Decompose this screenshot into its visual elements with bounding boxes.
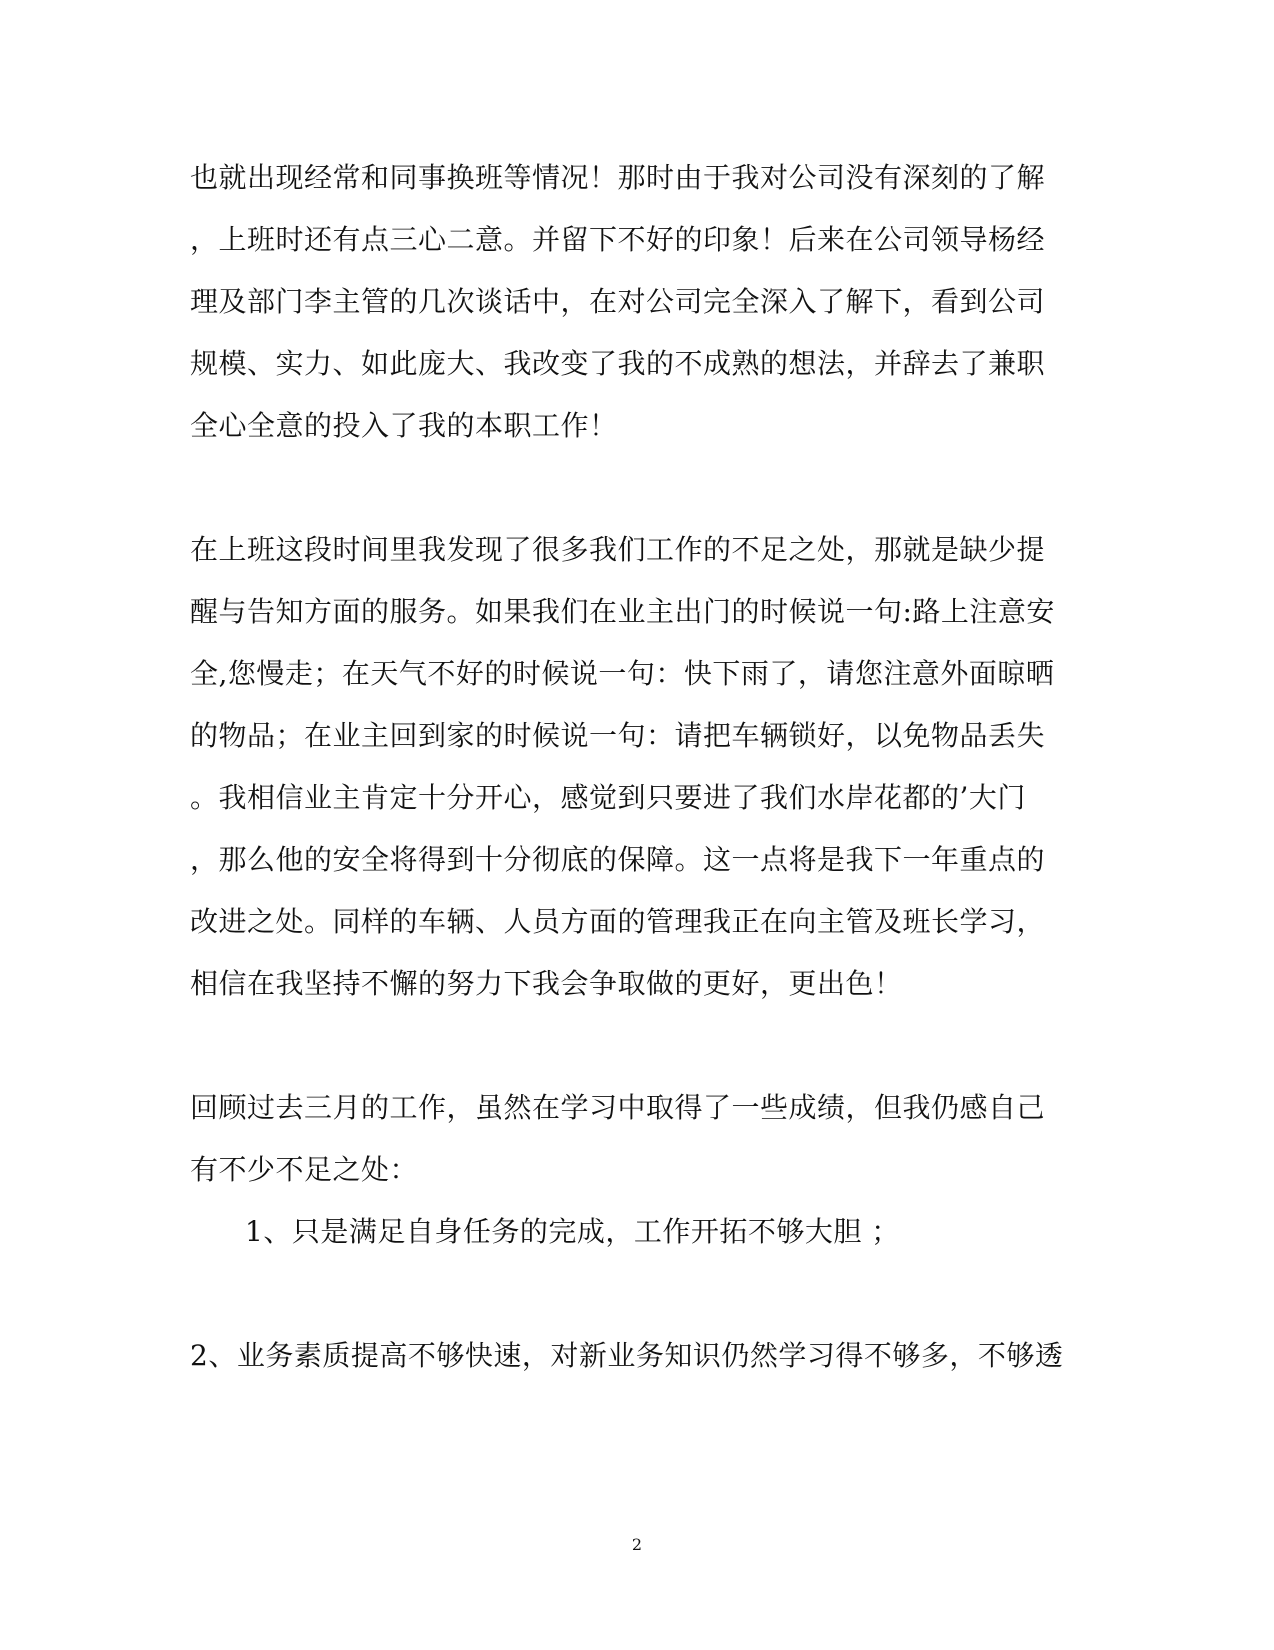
- text-line: 在上班这段时间里我发现了很多我们工作的不足之处，那就是缺少提: [190, 533, 1046, 566]
- text-line: 也就出现经常和同事换班等情况！那时由于我对公司没有深刻的了解: [190, 161, 1046, 194]
- text-line: 全心全意的投入了我的本职工作！: [190, 409, 618, 442]
- text-line: ，那么他的安全将得到十分彻底的保障。这一点将是我下一年重点的: [190, 843, 1046, 876]
- page-number: 2: [631, 1535, 643, 1554]
- list-item: 1、只是满足自身任务的完成，工作开拓不够大胆 ；: [245, 1215, 900, 1248]
- text-line: 理及部门李主管的几次谈话中，在对公司完全深入了解下，看到公司: [190, 285, 1046, 318]
- text-line: 全,您慢走；在天气不好的时候说一句：快下雨了，请您注意外面晾晒: [190, 657, 1055, 690]
- text-line: 相信在我坚持不懈的努力下我会争取做的更好，更出色！: [190, 967, 903, 1000]
- text-line: 的物品；在业主回到家的时候说一句：请把车辆锁好，以免物品丢失: [190, 719, 1046, 752]
- text-line: 回顾过去三月的工作，虽然在学习中取得了一些成绩，但我仍感自己: [190, 1091, 1046, 1124]
- text-line: 有不少不足之处：: [190, 1153, 419, 1186]
- text-line: 规模、实力、如此庞大、我改变了我的不成熟的想法，并辞去了兼职: [190, 347, 1046, 380]
- list-item: 2、业务素质提高不够快速，对新业务知识仍然学习得不够多，不够透: [190, 1339, 1064, 1372]
- text-line: 醒与告知方面的服务。如果我们在业主出门的时候说一句:路上注意安: [190, 595, 1055, 628]
- text-line: 。我相信业主肯定十分开心，感觉到只要进了我们水岸花都的’大门: [190, 781, 1026, 814]
- text-line: 改进之处。同样的车辆、人员方面的管理我正在向主管及班长学习，: [190, 905, 1046, 938]
- text-line: ，上班时还有点三心二意。并留下不好的印象！后来在公司领导杨经: [190, 223, 1046, 256]
